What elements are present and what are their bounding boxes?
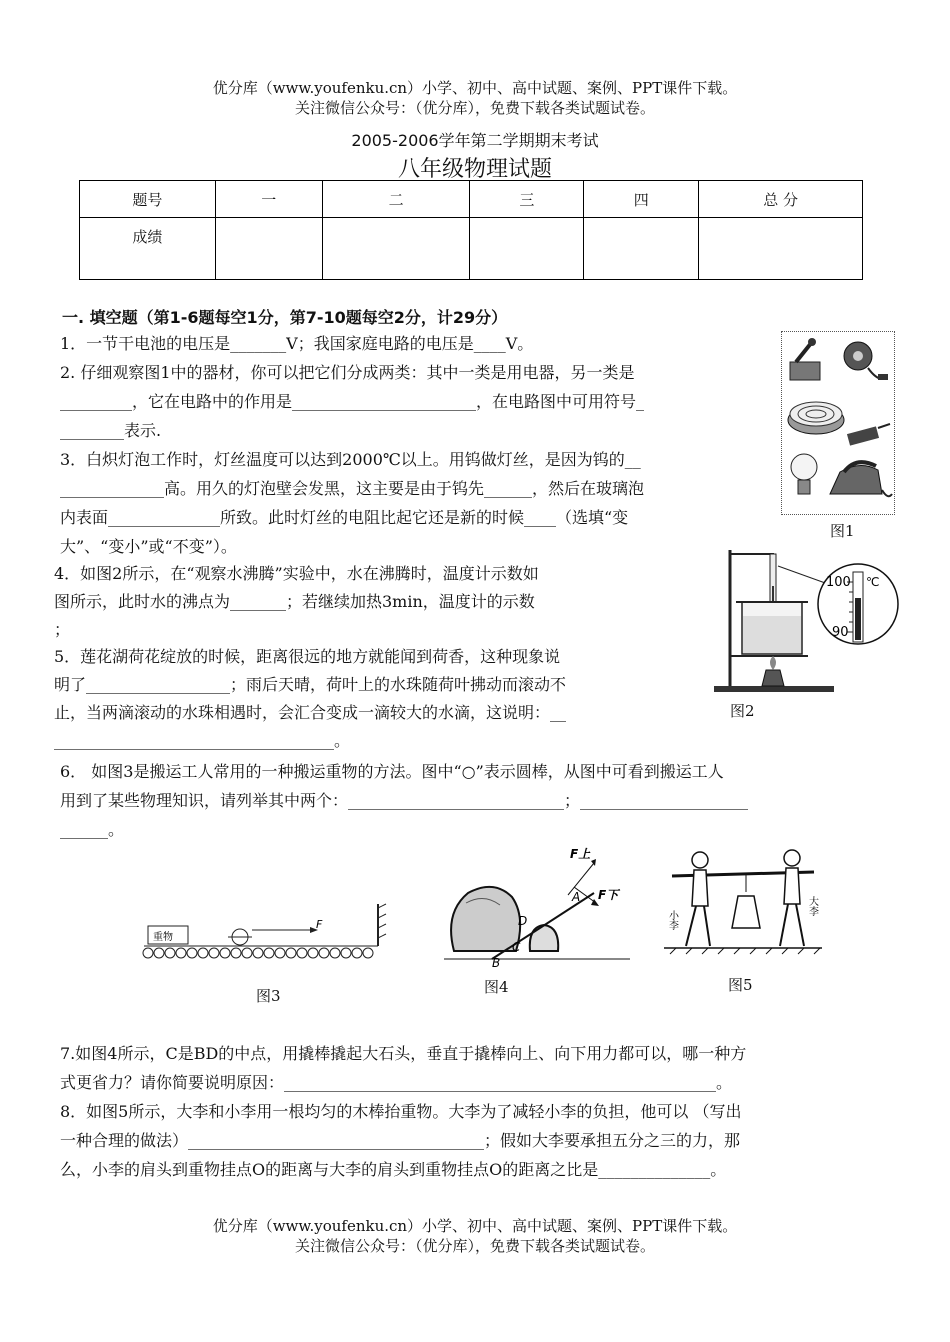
score-table — [79, 180, 863, 280]
score-cell[interactable] — [699, 218, 863, 280]
score-header-cell: 三 — [470, 181, 584, 218]
electric-iron-icon — [830, 462, 892, 496]
question-5-line3: 止，当两滴滚动的水珠相遇时，会汇合变成一滴较大的水滴，这说明：__ — [54, 703, 567, 722]
question-5-line4: ___________________________________。 — [54, 731, 351, 750]
battery-icon — [847, 424, 890, 446]
question-2-line3: ________表示. — [60, 421, 162, 440]
force-label: F — [316, 918, 323, 931]
hanging-bag — [732, 896, 760, 928]
figure-1-drawing — [782, 332, 894, 514]
score-header-cell: 题号 — [80, 181, 216, 218]
person-right-icon — [780, 850, 804, 946]
figure-5 — [664, 848, 822, 962]
exam-subtitle: 2005-2006学年第二学期期末考试 — [351, 131, 599, 150]
section1-heading: 一. 填空题（第1-6题每空1分，第7-10题每空2分，计29分） — [62, 308, 508, 327]
label-d: D — [518, 914, 528, 928]
score-table-header-row — [80, 181, 863, 218]
question-8-line2: 一种合理的做法）_____________________________________；假如大李要承担五分之三的力，那 — [60, 1131, 741, 1150]
question-4-line3: ； — [54, 620, 71, 639]
score-cell[interactable] — [470, 218, 584, 280]
knife-switch-icon — [790, 338, 820, 380]
question-5-line1: 5．莲花湖荷花绽放的时候，距离很远的地方就能闻到荷香，这种现象说 — [54, 647, 561, 666]
figure-3-caption: 图3 — [256, 987, 281, 1005]
label-f-down: F下 — [598, 888, 619, 902]
question-3-line1: 3．白炽灯泡工作时，灯丝温度可以达到2000℃以上。用钨做灯丝，是因为钨的__ — [60, 450, 641, 469]
rollers-row — [143, 948, 373, 958]
question-4-line1: 4．如图2所示，在“观察水沸腾”实验中，水在沸腾时，温度计示数如 — [54, 564, 539, 583]
exam-title: 八年级物理试题 — [397, 157, 552, 182]
question-7-line2: 式更省力？请你简要说明原因：______________________________________________________。 — [60, 1073, 733, 1092]
score-cell[interactable] — [215, 218, 322, 280]
question-6-line2: 用到了某些物理知识，请列举其中两个：___________________________；_____________________ — [60, 791, 749, 810]
score-row-label: 成绩 — [80, 218, 216, 280]
question-6-line1: 6． 如图3是搬运工人常用的一种搬运重物的方法。图中“○”表示圆棒，从图中可看到搬运工人 — [60, 762, 724, 781]
score-header-cell: 一 — [215, 181, 322, 218]
figure-4-drawing — [444, 843, 630, 967]
question-3-line4: 大”、“变小”或“不变”）。 — [60, 537, 237, 556]
box-label: 重物 — [153, 932, 173, 943]
question-8-line3: 么，小李的肩头到重物挂点O的距离与大李的肩头到重物挂点O的距离之比是______________。 — [60, 1160, 727, 1179]
question-2-line2: _________，它在电路中的作用是_______________________，在电路图中可用符号_ — [60, 392, 645, 411]
score-header-cell: 四 — [584, 181, 699, 218]
score-header-cell: 二 — [322, 181, 470, 218]
figure-1 — [781, 331, 895, 515]
score-cell[interactable] — [584, 218, 699, 280]
light-bulb-icon — [791, 454, 817, 494]
heater-coil-icon — [788, 402, 844, 434]
question-7-line1: 7.如图4所示，C是BD的中点，用撬棒撬起大石头，垂直于撬棒向上、向下用力都可以，哪一种方 — [60, 1044, 747, 1063]
site-header-line1: 优分库（www.youfenku.cn）小学、初中、高中试题、案例、PPT课件下载。 — [212, 79, 738, 97]
question-8-line1: 8．如图5所示，大李和小李用一根均匀的木棒抬重物。大李为了减轻小李的负担，他可以 （写出 — [60, 1102, 742, 1121]
label-c: C — [512, 940, 521, 954]
figure-3 — [140, 900, 392, 962]
site-footer-line1: 优分库（www.youfenku.cn）小学、初中、高中试题、案例、PPT课件下载。 — [212, 1217, 738, 1235]
figure-2-drawing — [712, 546, 900, 696]
wire-spool-icon — [844, 342, 888, 380]
question-4-line2: 图所示，此时水的沸点为_______；若继续加热3min，温度计的示数 — [54, 592, 535, 611]
person-left-icon — [686, 852, 710, 946]
stand-base — [714, 686, 834, 692]
small-rock — [530, 925, 558, 951]
question-6-line3: ______。 — [60, 820, 125, 839]
label-b: B — [492, 956, 501, 967]
label-xiao-li: 小李 — [666, 910, 678, 930]
label-a: A — [572, 890, 581, 904]
question-3-line3: 内表面______________所致。此时灯丝的电阻比起它还是新的时候____（选填“变 — [60, 508, 629, 527]
figure-4 — [444, 843, 630, 967]
question-2-line1: 2. 仔细观察图1中的器材，你可以把它们分成两类：其中一类是用电器，另一类是 — [60, 363, 635, 382]
label-da-li: 大李 — [806, 896, 818, 916]
site-header-line2: 关注微信公众号：（优分库），免费下载各类试题试卷。 — [294, 99, 655, 117]
site-footer-line2: 关注微信公众号：（优分库），免费下载各类试题试卷。 — [294, 1237, 655, 1255]
score-header-cell: 总 分 — [699, 181, 863, 218]
scale-unit: ℃ — [866, 575, 880, 589]
figure-2-caption: 图2 — [730, 702, 755, 720]
big-rock — [451, 887, 520, 951]
figure-5-drawing — [664, 848, 822, 962]
figure-3-drawing — [140, 900, 392, 962]
figure-1-caption: 图1 — [830, 522, 855, 540]
question-1: 1．一节干电池的电压是_______V；我国家庭电路的电压是____V。 — [60, 334, 534, 353]
figure-4-caption: 图4 — [484, 978, 509, 996]
question-5-line2: 明了__________________；雨后天晴，荷叶上的水珠随荷叶拂动而滚动不 — [54, 675, 567, 694]
scale-label-low: 90 — [832, 625, 849, 640]
label-f-up: F上 — [570, 847, 591, 861]
score-table-score-row — [80, 218, 863, 280]
figure-2 — [712, 546, 900, 696]
scale-label-high: 100 — [826, 575, 851, 590]
score-cell[interactable] — [322, 218, 470, 280]
question-3-line2: _____________高。用久的灯泡壁会发黑，这主要是由于钨先______，然后在玻璃泡 — [60, 479, 645, 498]
figure-5-caption: 图5 — [728, 976, 753, 994]
alcohol-lamp-icon — [762, 670, 784, 686]
